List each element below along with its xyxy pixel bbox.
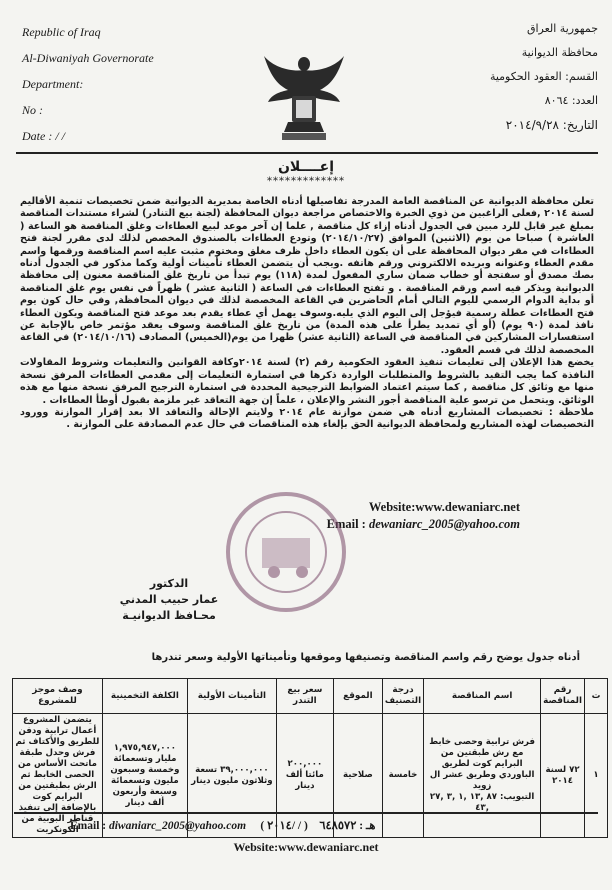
- notice-paragraph: يخضع هذا الإعلان إلى تعليمات تنفيذ العقود الحكومية رقم (٢) لسنة ٢٠١٤وكافة القوانين والتعليمات وشروط المقاولات النافذة كما يجب التقيد بالشروط والمتطلبات الواردة ذكرها في استمارة التعليمات إلى مقدمي العطاءات المرفق نسخة منها مع وثائق كل مناقصة , كما سيتم اعتماد الضوابط الترجيحية المحددة في استمارة الترجيح المرفق نسخة منها مع هذه الوثائق. ويتحمل من ترسو علية المناقصة أجور النشر والإعلان ، علماً إن جهة التعاقد غير ملزمة بقبول أوطأ العطاءات .: [20, 357, 595, 406]
- col-location: الموقع: [333, 679, 382, 714]
- cell-tender-name-text: فرش ترابية وحصى خابط مع رش طبقتين من البرايم كوت لطريق الباوردي وطريق عشر ال زويد: [429, 737, 536, 791]
- cell-seq: ١: [585, 714, 608, 838]
- header-arabic: [433, 22, 598, 142]
- eagle-emblem-icon: [262, 50, 346, 144]
- notice-website[interactable]: Website:www.dewaniarc.net: [368, 500, 520, 514]
- cell-description: يتضمن المشروع أعمال ترابية ودفن للطريق والأكتاف ثم فرش وحدل طبقة ماتحت الأساس من الحصى الخابط ثم الرش بطبقتين من البرايم كوت بالإضافة إلى تنفيذ قناطر البوبية من الكونكريت: [13, 714, 103, 838]
- notice-note: ملاحظة : تخصيصات المشاريع أدناه هي ضمن موازنة عام ٢٠١٤ ولايتم الإحالة والتعاقد الا بعد إقرار الموازنة وورود التخصيصات لهذه المشاريع ولمحافظة الديوانية الحق بإلغاء هذه المناقصات في حال عدم المصادقة على الموازنة .: [20, 406, 594, 431]
- header-governorate-en: Al-Diwaniyah Governorate: [22, 51, 154, 65]
- col-price: سعر بيع التندر: [276, 679, 333, 714]
- col-grade: درجة التصنيف: [382, 679, 423, 714]
- header-number-en: No :: [22, 103, 43, 117]
- official-stamp-icon: [222, 488, 350, 616]
- header-number-ar: العدد: ٨٠٦٤: [544, 94, 598, 107]
- col-description: وصف موجز للمشروع: [13, 679, 103, 714]
- notice-title: إعــــلان: [277, 159, 335, 175]
- col-seq: ت: [585, 679, 608, 714]
- cell-cost: ١,٩٧٥,٩٤٧,٠٠٠ مليار وتسعمائة وخمسة وسبعون مليون وتسعمائة وسبعة وأربعون ألف دينار: [102, 714, 187, 838]
- cell-deposit: ٣٩,٠٠٠,٠٠٠ تسعة وثلاثون مليون دينار: [187, 714, 276, 838]
- footer-email-label: Email :: [70, 820, 107, 832]
- signature-position: محـافظ الديوانيـة: [122, 609, 216, 622]
- notice-stars: *************: [267, 176, 345, 187]
- col-deposit: التأمينات الأولية: [187, 679, 276, 714]
- footer-phone: هـ : ٦٤٨٥٧٢: [319, 820, 376, 832]
- notice-body: [20, 196, 594, 432]
- header-department-en: Department:: [22, 77, 84, 91]
- table-header-row: [13, 679, 608, 714]
- footer-contact: [70, 818, 590, 832]
- footer-website[interactable]: Website:www.dewaniarc.net: [233, 840, 379, 854]
- footer-divider: [14, 812, 598, 814]
- col-tender-name: اسم المناقصة: [424, 679, 541, 714]
- cell-location: صلاحية: [333, 714, 382, 838]
- cell-tender-code: التبويب: ٨٧ ,١٣ ,١ ,٣ ,٢٧ ,٤٣: [429, 792, 535, 813]
- header-governorate-ar: محافظة الديوانية: [521, 46, 598, 59]
- header-country-ar: جمهورية العراق: [526, 22, 598, 35]
- cell-price: ٢٠٠,٠٠٠ مائتا ألف دينار: [276, 714, 333, 838]
- signature-block: [104, 576, 234, 624]
- header-date-en: Date : / /: [22, 129, 65, 143]
- table-caption: أدناه جدول يوضح رقم واسم المناقصة وتصنيفها وموقعها وتأميناتها الأولية وسعر تندرها: [151, 652, 580, 663]
- header-date-ar: التاريخ: ٢٠١٤/٩/٢٨: [505, 118, 598, 132]
- notice-email[interactable]: [327, 517, 520, 532]
- notice-paragraph: تعلن محافظة الديوانية عن المناقصة العامة المدرجة تفاصيلها أدناه الخاصة بمديرية الديوانية ضمن تخصيصات تنمية الأقاليم لسنة ٢٠١٤ ,فعلى الراغبين من ذوي الخبرة والاختصاص مراجعة ديوان المحافظة (لجنة بيع التنادر) لشراء مستندات المناقصة بمبلغ غير قابل للرد مبين في الجدول أدناه إزاء كل مناقصة , علما إن آخر موعد لبيع العطاءات وغلق المناقصة هو الساعة ( العاشرة ) صباحا من يوم (الاثنين) الموافق (٢٠١٤/١٠/٢٧) وتودع العطاءات بالصندوق المخصص لذلك لدى مقرر لجنة فتح العطاءات في مقر ديوان المحافظة على أن يكون العطاء داخل ظرف مغلق ومختوم مثبت عليه اسم المناقصة ورقمها واسم مقدم العطاء وعنوانه وبريده الالكتروني ورقم هاتفه .ويجب أن يتضمن العطاء تأمينات أولية وكما مذكور في الجدول أدناه بصك مصدق أو سفتجة أو خطاب ضمان ساري المفعول لمدة (١١٨) يوم تبدأ من تاريخ غلق المناقصة معنون إلى محافظة الديوانية ويذكر فيه اسم ورقم المناقصة . و تفتح العطاءات في الساعة ( الثانية عشر ) ظهراً في نفس يوم غلق المناقصة أو بداية الدوام الرسمي لليوم التالي أمام الحاضرين في القاعة المخصصة لذلك في ديوان المحافظة, وفي حال كون يوم فتح العطاءات عطلة رسمية فيؤجل إلى اليوم الذي يليه.وسوف يهمل أي عطاء يقدم بعد موعد فتح المناقصة ويكون العطاء نافذ لمدة (٩٠ يوم) (أو أي تمديد يطرأ على هذه المدة) من تاريخ غلق المناقصة وسوف يعقد مؤتمر خاص بالإجابة عن استفسارات المشاركين في المناقصة في الساعة (الثانية عشر) ظهرا من يوم(الخميس) المصادف (٢٠١٤/١٠/١٦) في القاعة المخصصة لذلك في قسم العقود.: [20, 196, 594, 356]
- signature-title: الدكتور: [149, 577, 189, 590]
- header-section-ar: القسم: العقود الحكومية: [489, 70, 598, 83]
- header-divider: [16, 152, 598, 154]
- footer-email-value[interactable]: diwaniarc_2005@yahoo.com: [108, 820, 247, 832]
- header-country-en: Republic of Iraq: [22, 25, 101, 39]
- footer-date: ( ٢٠١٤/ / ): [260, 820, 308, 832]
- cell-tender-number: ٧٢ لسنة ٢٠١٤: [541, 714, 585, 838]
- cell-grade: خامسة: [382, 714, 423, 838]
- notice-email-value[interactable]: dewaniarc_2005@yahoo.com: [368, 517, 520, 531]
- col-cost: الكلفة التخمينية: [102, 679, 187, 714]
- col-tender-number: رقم المناقصة: [541, 679, 585, 714]
- notice-email-label: Email :: [326, 517, 366, 531]
- header-english: [22, 26, 232, 156]
- signature-name: عمار حبيب المدني: [119, 593, 219, 606]
- tenders-table: [12, 678, 608, 838]
